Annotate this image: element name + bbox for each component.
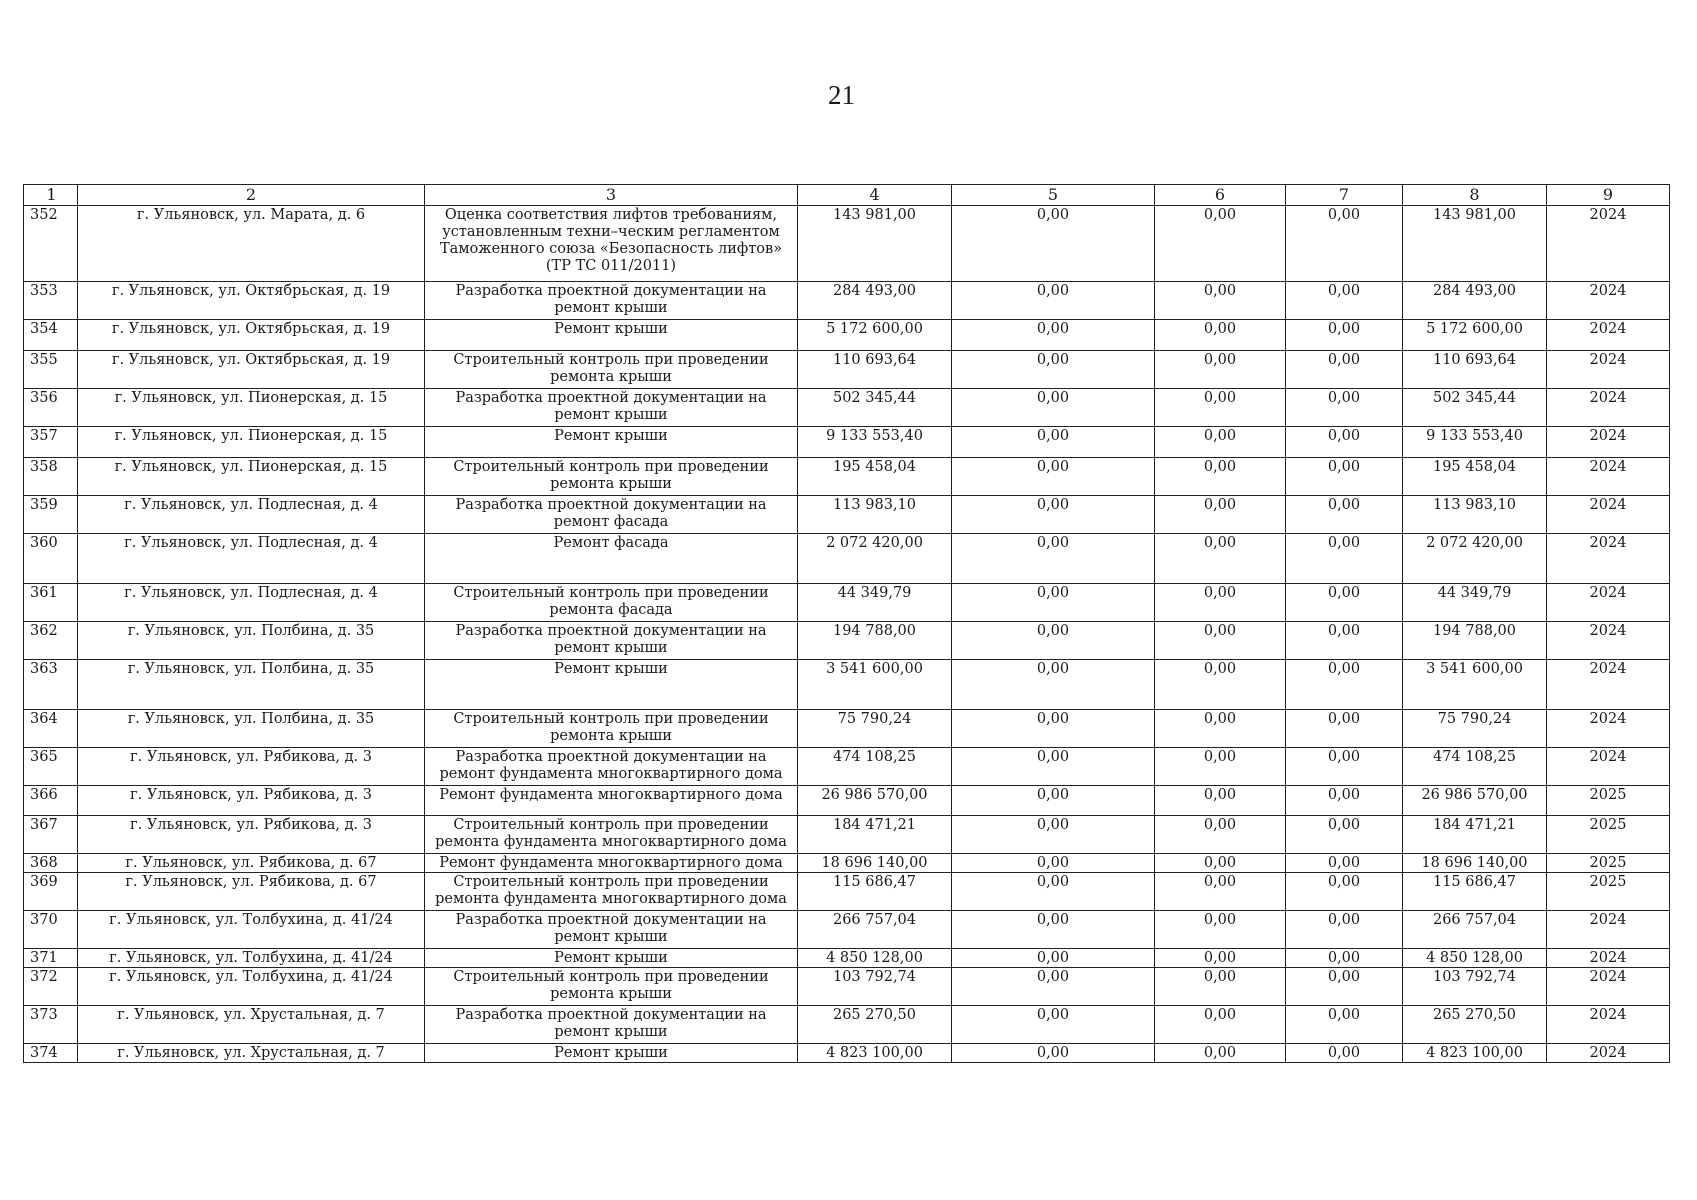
fund-source-cell: 0,00 bbox=[1286, 748, 1403, 786]
year-cell: 2024 bbox=[1547, 660, 1670, 710]
work-type-cell: Ремонт крыши bbox=[425, 427, 798, 458]
table-row bbox=[24, 949, 1670, 968]
year-cell: 2024 bbox=[1547, 911, 1670, 949]
owner-funds-cell: 266 757,04 bbox=[1403, 911, 1547, 949]
table-row bbox=[24, 622, 1670, 660]
cost-total-cell: 9 133 553,40 bbox=[798, 427, 952, 458]
fund-source-cell: 0,00 bbox=[952, 1006, 1155, 1044]
row-number-cell: 367 bbox=[24, 816, 78, 854]
fund-source-cell: 0,00 bbox=[1286, 911, 1403, 949]
table-body bbox=[24, 185, 1670, 1063]
cost-total-cell: 75 790,24 bbox=[798, 710, 952, 748]
fund-source-cell: 0,00 bbox=[1286, 660, 1403, 710]
fund-source-cell: 0,00 bbox=[1286, 458, 1403, 496]
address-cell: г. Ульяновск, ул. Полбина, д. 35 bbox=[78, 660, 425, 710]
fund-source-cell: 0,00 bbox=[952, 351, 1155, 389]
row-number-cell: 359 bbox=[24, 496, 78, 534]
table-row bbox=[24, 584, 1670, 622]
year-cell: 2024 bbox=[1547, 496, 1670, 534]
year-cell: 2024 bbox=[1547, 458, 1670, 496]
fund-source-cell: 0,00 bbox=[1155, 1006, 1286, 1044]
fund-source-cell: 0,00 bbox=[952, 660, 1155, 710]
fund-source-cell: 0,00 bbox=[1155, 320, 1286, 351]
year-cell: 2024 bbox=[1547, 427, 1670, 458]
fund-source-cell: 0,00 bbox=[1286, 786, 1403, 816]
fund-source-cell: 0,00 bbox=[1155, 873, 1286, 911]
work-type-cell: Разработка проектной документации на ремонт крыши bbox=[425, 1006, 798, 1044]
fund-source-cell: 0,00 bbox=[1155, 206, 1286, 282]
fund-source-cell: 0,00 bbox=[952, 873, 1155, 911]
work-type-cell: Разработка проектной документации на ремонт крыши bbox=[425, 622, 798, 660]
fund-source-cell: 0,00 bbox=[1286, 282, 1403, 320]
year-cell: 2024 bbox=[1547, 534, 1670, 584]
cost-total-cell: 266 757,04 bbox=[798, 911, 952, 949]
address-cell: г. Ульяновск, ул. Октябрьская, д. 19 bbox=[78, 282, 425, 320]
row-number-cell: 374 bbox=[24, 1044, 78, 1063]
cost-total-cell: 143 981,00 bbox=[798, 206, 952, 282]
fund-source-cell: 0,00 bbox=[952, 816, 1155, 854]
fund-source-cell: 0,00 bbox=[1155, 351, 1286, 389]
address-cell: г. Ульяновск, ул. Толбухина, д. 41/24 bbox=[78, 949, 425, 968]
owner-funds-cell: 75 790,24 bbox=[1403, 710, 1547, 748]
address-cell: г. Ульяновск, ул. Толбухина, д. 41/24 bbox=[78, 911, 425, 949]
row-number-cell: 363 bbox=[24, 660, 78, 710]
table-row bbox=[24, 873, 1670, 911]
fund-source-cell: 0,00 bbox=[952, 622, 1155, 660]
address-cell: г. Ульяновск, ул. Рябикова, д. 3 bbox=[78, 816, 425, 854]
owner-funds-cell: 143 981,00 bbox=[1403, 206, 1547, 282]
address-cell: г. Ульяновск, ул. Подлесная, д. 4 bbox=[78, 534, 425, 584]
address-cell: г. Ульяновск, ул. Толбухина, д. 41/24 bbox=[78, 968, 425, 1006]
cost-total-cell: 284 493,00 bbox=[798, 282, 952, 320]
table-row bbox=[24, 427, 1670, 458]
work-type-cell: Ремонт крыши bbox=[425, 1044, 798, 1063]
work-type-cell: Оценка соответствия лифтов требованиям, установленным техни–ческим регламентом Таможенного союза «Безопасность лифтов» (ТР ТС 011/2011) bbox=[425, 206, 798, 282]
fund-source-cell: 0,00 bbox=[952, 320, 1155, 351]
year-cell: 2024 bbox=[1547, 748, 1670, 786]
owner-funds-cell: 103 792,74 bbox=[1403, 968, 1547, 1006]
fund-source-cell: 0,00 bbox=[1286, 968, 1403, 1006]
work-type-cell: Разработка проектной документации на ремонт фасада bbox=[425, 496, 798, 534]
address-cell: г. Ульяновск, ул. Октябрьская, д. 19 bbox=[78, 320, 425, 351]
year-cell: 2024 bbox=[1547, 968, 1670, 1006]
address-cell: г. Ульяновск, ул. Полбина, д. 35 bbox=[78, 622, 425, 660]
row-number-cell: 364 bbox=[24, 710, 78, 748]
cost-total-cell: 4 850 128,00 bbox=[798, 949, 952, 968]
cost-total-cell: 26 986 570,00 bbox=[798, 786, 952, 816]
year-cell: 2024 bbox=[1547, 389, 1670, 427]
table-row bbox=[24, 282, 1670, 320]
owner-funds-cell: 18 696 140,00 bbox=[1403, 854, 1547, 873]
fund-source-cell: 0,00 bbox=[1155, 496, 1286, 534]
page-number: 21 bbox=[828, 80, 855, 110]
table-row bbox=[24, 320, 1670, 351]
owner-funds-cell: 284 493,00 bbox=[1403, 282, 1547, 320]
owner-funds-cell: 184 471,21 bbox=[1403, 816, 1547, 854]
table-row bbox=[24, 786, 1670, 816]
cost-total-cell: 502 345,44 bbox=[798, 389, 952, 427]
fund-source-cell: 0,00 bbox=[1155, 427, 1286, 458]
year-cell: 2025 bbox=[1547, 786, 1670, 816]
year-cell: 2024 bbox=[1547, 206, 1670, 282]
owner-funds-cell: 195 458,04 bbox=[1403, 458, 1547, 496]
table-row bbox=[24, 496, 1670, 534]
fund-source-cell: 0,00 bbox=[1286, 351, 1403, 389]
address-cell: г. Ульяновск, ул. Марата, д. 6 bbox=[78, 206, 425, 282]
owner-funds-cell: 110 693,64 bbox=[1403, 351, 1547, 389]
work-type-cell: Строительный контроль при проведении ремонта крыши bbox=[425, 710, 798, 748]
cost-total-cell: 110 693,64 bbox=[798, 351, 952, 389]
row-number-cell: 360 bbox=[24, 534, 78, 584]
table-row bbox=[24, 206, 1670, 282]
year-cell: 2024 bbox=[1547, 1044, 1670, 1063]
year-cell: 2024 bbox=[1547, 351, 1670, 389]
fund-source-cell: 0,00 bbox=[1286, 206, 1403, 282]
cost-total-cell: 103 792,74 bbox=[798, 968, 952, 1006]
fund-source-cell: 0,00 bbox=[1286, 1006, 1403, 1044]
work-type-cell: Строительный контроль при проведении ремонта крыши bbox=[425, 968, 798, 1006]
row-number-cell: 354 bbox=[24, 320, 78, 351]
repair-program-table bbox=[23, 184, 1670, 1063]
address-cell: г. Ульяновск, ул. Пионерская, д. 15 bbox=[78, 427, 425, 458]
fund-source-cell: 0,00 bbox=[1155, 1044, 1286, 1063]
work-type-cell: Строительный контроль при проведении ремонта крыши bbox=[425, 351, 798, 389]
fund-source-cell: 0,00 bbox=[952, 584, 1155, 622]
table-row bbox=[24, 748, 1670, 786]
year-cell: 2024 bbox=[1547, 622, 1670, 660]
fund-source-cell: 0,00 bbox=[1286, 320, 1403, 351]
owner-funds-cell: 474 108,25 bbox=[1403, 748, 1547, 786]
column-header: 1 bbox=[24, 185, 78, 206]
table-row bbox=[24, 458, 1670, 496]
work-type-cell: Ремонт фундамента многоквартирного дома bbox=[425, 786, 798, 816]
fund-source-cell: 0,00 bbox=[1155, 282, 1286, 320]
address-cell: г. Ульяновск, ул. Подлесная, д. 4 bbox=[78, 496, 425, 534]
row-number-cell: 353 bbox=[24, 282, 78, 320]
fund-source-cell: 0,00 bbox=[952, 206, 1155, 282]
fund-source-cell: 0,00 bbox=[1286, 949, 1403, 968]
table-row bbox=[24, 1044, 1670, 1063]
year-cell: 2025 bbox=[1547, 816, 1670, 854]
column-header: 5 bbox=[952, 185, 1155, 206]
fund-source-cell: 0,00 bbox=[1155, 389, 1286, 427]
owner-funds-cell: 9 133 553,40 bbox=[1403, 427, 1547, 458]
address-cell: г. Ульяновск, ул. Рябикова, д. 67 bbox=[78, 854, 425, 873]
fund-source-cell: 0,00 bbox=[1286, 427, 1403, 458]
column-header: 2 bbox=[78, 185, 425, 206]
year-cell: 2024 bbox=[1547, 1006, 1670, 1044]
fund-source-cell: 0,00 bbox=[952, 1044, 1155, 1063]
row-number-cell: 357 bbox=[24, 427, 78, 458]
owner-funds-cell: 2 072 420,00 bbox=[1403, 534, 1547, 584]
row-number-cell: 370 bbox=[24, 911, 78, 949]
fund-source-cell: 0,00 bbox=[1155, 786, 1286, 816]
fund-source-cell: 0,00 bbox=[1155, 816, 1286, 854]
work-type-cell: Разработка проектной документации на ремонт фундамента многоквартирного дома bbox=[425, 748, 798, 786]
fund-source-cell: 0,00 bbox=[1155, 710, 1286, 748]
address-cell: г. Ульяновск, ул. Подлесная, д. 4 bbox=[78, 584, 425, 622]
fund-source-cell: 0,00 bbox=[1286, 622, 1403, 660]
address-cell: г. Ульяновск, ул. Рябикова, д. 67 bbox=[78, 873, 425, 911]
address-cell: г. Ульяновск, ул. Пионерская, д. 15 bbox=[78, 458, 425, 496]
cost-total-cell: 474 108,25 bbox=[798, 748, 952, 786]
fund-source-cell: 0,00 bbox=[1155, 911, 1286, 949]
owner-funds-cell: 115 686,47 bbox=[1403, 873, 1547, 911]
year-cell: 2025 bbox=[1547, 873, 1670, 911]
row-number-cell: 356 bbox=[24, 389, 78, 427]
fund-source-cell: 0,00 bbox=[1286, 710, 1403, 748]
cost-total-cell: 4 823 100,00 bbox=[798, 1044, 952, 1063]
column-header: 9 bbox=[1547, 185, 1670, 206]
year-cell: 2024 bbox=[1547, 320, 1670, 351]
cost-total-cell: 265 270,50 bbox=[798, 1006, 952, 1044]
fund-source-cell: 0,00 bbox=[1155, 660, 1286, 710]
fund-source-cell: 0,00 bbox=[1155, 854, 1286, 873]
work-type-cell: Ремонт крыши bbox=[425, 320, 798, 351]
work-type-cell: Разработка проектной документации на ремонт крыши bbox=[425, 282, 798, 320]
fund-source-cell: 0,00 bbox=[952, 458, 1155, 496]
work-type-cell: Строительный контроль при проведении ремонта фасада bbox=[425, 584, 798, 622]
fund-source-cell: 0,00 bbox=[952, 854, 1155, 873]
row-number-cell: 366 bbox=[24, 786, 78, 816]
fund-source-cell: 0,00 bbox=[1155, 534, 1286, 584]
owner-funds-cell: 502 345,44 bbox=[1403, 389, 1547, 427]
fund-source-cell: 0,00 bbox=[1155, 584, 1286, 622]
cost-total-cell: 18 696 140,00 bbox=[798, 854, 952, 873]
fund-source-cell: 0,00 bbox=[1155, 622, 1286, 660]
row-number-cell: 369 bbox=[24, 873, 78, 911]
address-cell: г. Ульяновск, ул. Рябикова, д. 3 bbox=[78, 748, 425, 786]
row-number-cell: 358 bbox=[24, 458, 78, 496]
row-number-cell: 371 bbox=[24, 949, 78, 968]
fund-source-cell: 0,00 bbox=[952, 949, 1155, 968]
owner-funds-cell: 4 823 100,00 bbox=[1403, 1044, 1547, 1063]
owner-funds-cell: 113 983,10 bbox=[1403, 496, 1547, 534]
cost-total-cell: 44 349,79 bbox=[798, 584, 952, 622]
work-type-cell: Ремонт фундамента многоквартирного дома bbox=[425, 854, 798, 873]
column-header: 8 bbox=[1403, 185, 1547, 206]
row-number-cell: 361 bbox=[24, 584, 78, 622]
fund-source-cell: 0,00 bbox=[1155, 458, 1286, 496]
table-row bbox=[24, 710, 1670, 748]
row-number-cell: 368 bbox=[24, 854, 78, 873]
table-row bbox=[24, 1006, 1670, 1044]
fund-source-cell: 0,00 bbox=[1286, 873, 1403, 911]
fund-source-cell: 0,00 bbox=[1286, 1044, 1403, 1063]
row-number-cell: 352 bbox=[24, 206, 78, 282]
owner-funds-cell: 265 270,50 bbox=[1403, 1006, 1547, 1044]
column-number-row bbox=[24, 185, 1670, 206]
owner-funds-cell: 4 850 128,00 bbox=[1403, 949, 1547, 968]
fund-source-cell: 0,00 bbox=[952, 496, 1155, 534]
fund-source-cell: 0,00 bbox=[1155, 968, 1286, 1006]
fund-source-cell: 0,00 bbox=[1155, 949, 1286, 968]
year-cell: 2025 bbox=[1547, 854, 1670, 873]
fund-source-cell: 0,00 bbox=[952, 911, 1155, 949]
fund-source-cell: 0,00 bbox=[1286, 496, 1403, 534]
fund-source-cell: 0,00 bbox=[1286, 816, 1403, 854]
cost-total-cell: 3 541 600,00 bbox=[798, 660, 952, 710]
fund-source-cell: 0,00 bbox=[952, 786, 1155, 816]
work-type-cell: Строительный контроль при проведении ремонта крыши bbox=[425, 458, 798, 496]
table-row bbox=[24, 816, 1670, 854]
work-type-cell: Ремонт крыши bbox=[425, 949, 798, 968]
table-row bbox=[24, 351, 1670, 389]
fund-source-cell: 0,00 bbox=[1286, 584, 1403, 622]
address-cell: г. Ульяновск, ул. Полбина, д. 35 bbox=[78, 710, 425, 748]
year-cell: 2024 bbox=[1547, 949, 1670, 968]
cost-total-cell: 194 788,00 bbox=[798, 622, 952, 660]
owner-funds-cell: 3 541 600,00 bbox=[1403, 660, 1547, 710]
fund-source-cell: 0,00 bbox=[952, 748, 1155, 786]
address-cell: г. Ульяновск, ул. Октябрьская, д. 19 bbox=[78, 351, 425, 389]
work-type-cell: Строительный контроль при проведении ремонта фундамента многоквартирного дома bbox=[425, 816, 798, 854]
address-cell: г. Ульяновск, ул. Рябикова, д. 3 bbox=[78, 786, 425, 816]
column-header: 4 bbox=[798, 185, 952, 206]
year-cell: 2024 bbox=[1547, 282, 1670, 320]
table-row bbox=[24, 968, 1670, 1006]
column-header: 6 bbox=[1155, 185, 1286, 206]
work-type-cell: Ремонт фасада bbox=[425, 534, 798, 584]
row-number-cell: 372 bbox=[24, 968, 78, 1006]
work-type-cell: Ремонт крыши bbox=[425, 660, 798, 710]
cost-total-cell: 184 471,21 bbox=[798, 816, 952, 854]
work-type-cell: Разработка проектной документации на ремонт крыши bbox=[425, 911, 798, 949]
fund-source-cell: 0,00 bbox=[1155, 748, 1286, 786]
address-cell: г. Ульяновск, ул. Хрустальная, д. 7 bbox=[78, 1044, 425, 1063]
fund-source-cell: 0,00 bbox=[952, 968, 1155, 1006]
cost-total-cell: 5 172 600,00 bbox=[798, 320, 952, 351]
row-number-cell: 355 bbox=[24, 351, 78, 389]
address-cell: г. Ульяновск, ул. Пионерская, д. 15 bbox=[78, 389, 425, 427]
work-type-cell: Разработка проектной документации на ремонт крыши bbox=[425, 389, 798, 427]
table-row bbox=[24, 854, 1670, 873]
table-row bbox=[24, 660, 1670, 710]
cost-total-cell: 195 458,04 bbox=[798, 458, 952, 496]
row-number-cell: 365 bbox=[24, 748, 78, 786]
owner-funds-cell: 26 986 570,00 bbox=[1403, 786, 1547, 816]
cost-total-cell: 115 686,47 bbox=[798, 873, 952, 911]
cost-total-cell: 2 072 420,00 bbox=[798, 534, 952, 584]
cost-total-cell: 113 983,10 bbox=[798, 496, 952, 534]
table-row bbox=[24, 534, 1670, 584]
fund-source-cell: 0,00 bbox=[952, 534, 1155, 584]
fund-source-cell: 0,00 bbox=[1286, 389, 1403, 427]
table-row bbox=[24, 911, 1670, 949]
fund-source-cell: 0,00 bbox=[952, 282, 1155, 320]
address-cell: г. Ульяновск, ул. Хрустальная, д. 7 bbox=[78, 1006, 425, 1044]
column-header: 7 bbox=[1286, 185, 1403, 206]
owner-funds-cell: 44 349,79 bbox=[1403, 584, 1547, 622]
fund-source-cell: 0,00 bbox=[952, 389, 1155, 427]
work-type-cell: Строительный контроль при проведении ремонта фундамента многоквартирного дома bbox=[425, 873, 798, 911]
fund-source-cell: 0,00 bbox=[952, 427, 1155, 458]
fund-source-cell: 0,00 bbox=[952, 710, 1155, 748]
fund-source-cell: 0,00 bbox=[1286, 534, 1403, 584]
owner-funds-cell: 5 172 600,00 bbox=[1403, 320, 1547, 351]
row-number-cell: 373 bbox=[24, 1006, 78, 1044]
year-cell: 2024 bbox=[1547, 584, 1670, 622]
column-header: 3 bbox=[425, 185, 798, 206]
fund-source-cell: 0,00 bbox=[1286, 854, 1403, 873]
owner-funds-cell: 194 788,00 bbox=[1403, 622, 1547, 660]
table-row bbox=[24, 389, 1670, 427]
year-cell: 2024 bbox=[1547, 710, 1670, 748]
row-number-cell: 362 bbox=[24, 622, 78, 660]
